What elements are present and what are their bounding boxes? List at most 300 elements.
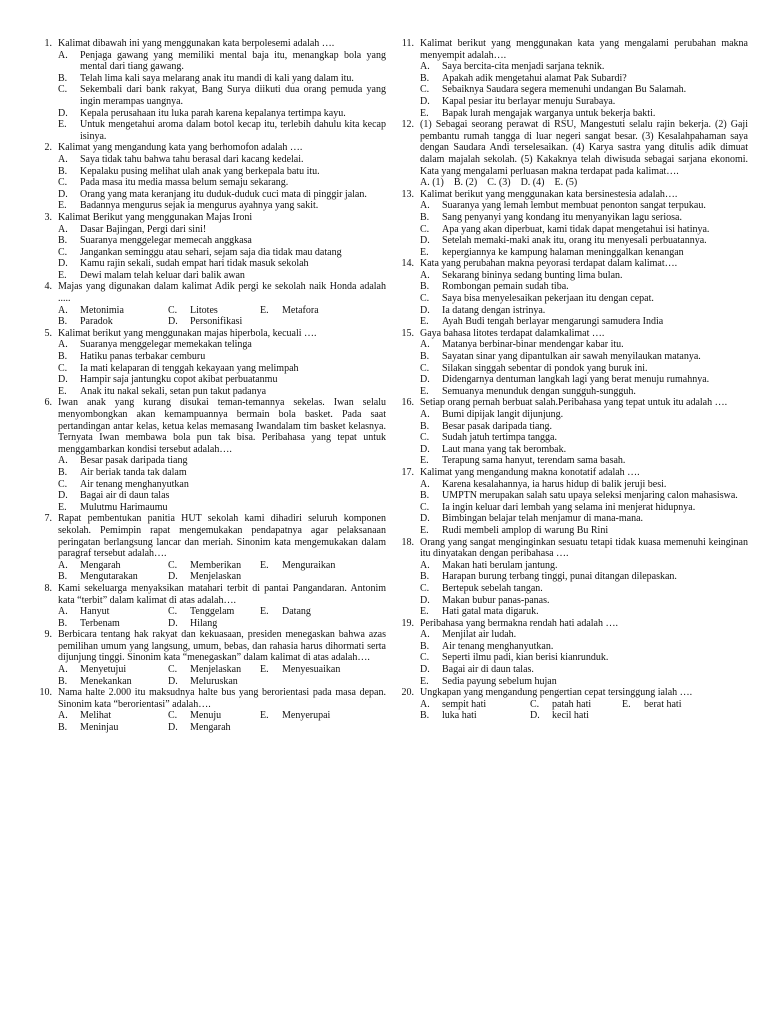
answer-option [420,560,748,572]
question-number: 11. [401,38,414,49]
option-text: Air tenang menghanyutkan. [442,640,554,652]
option-letter: B. [420,351,430,363]
answer-option [260,676,386,688]
option-text: Menyetujui [80,664,127,676]
option-letter: A. [420,200,430,212]
option-text: Tenggelam [190,606,235,618]
option-letter: B. [420,710,430,722]
answer-option [260,571,386,583]
answer-option [420,513,748,525]
answer-option [420,270,748,282]
question-text: Nama halte 2.000 itu maksudnya halte bus yang berorientasi pada masa depan. Sinonim kata “berorientasi” adalah…. [58,687,386,710]
option-text: Mengarah [80,559,121,571]
option-text: Bimbingan belajar telah menjamur di mana-mana. [442,513,644,525]
answer-option [420,502,748,514]
option-text: Bapak lurah mengajak warganya untuk bekerja bakti. [442,107,656,119]
option-row [420,177,748,189]
question-text: Gaya bahasa litotes terdapat dalamkalimat …. [420,327,605,339]
answer-option [420,374,748,386]
option-letter: C. [420,501,430,513]
option-text: Kepalaku pusing melihat ulah anak yang berkepala batu itu. [80,165,320,177]
option-text: Personifikasi [190,316,243,328]
option-letter: C. [420,293,430,305]
option-text: Setelah memaki-maki anak itu, orang itu menyesali perbuatannya. [442,235,707,247]
answer-option [58,108,386,120]
option-letter: D. [420,594,430,606]
option-letter: D. [168,571,178,583]
answer-option [420,699,530,711]
answer-option [420,316,748,328]
question-number: 5. [44,327,52,339]
option-letter: E. [260,304,269,316]
option-text: Menguraikan [282,559,336,571]
option-row [58,676,386,688]
question-item [30,142,386,212]
answer-option [58,339,386,351]
question-item [392,687,748,722]
question-item [392,119,748,189]
option-letter: B. [420,490,430,502]
option-letter: D. [420,95,430,107]
option-text: Hanyut [80,606,110,618]
question-number: 15. [401,327,414,339]
option-text: Terapung sama hanyut, terendam sama basah. [442,455,626,467]
option-text: UMPTN merupakan salah satu upaya seleksi menjaring calon mahasiswa. [442,490,738,502]
answer-option [420,664,748,676]
option-text: Sekarang bininya sedang bunting lima bulan. [442,269,623,281]
option-text: luka hati [442,710,477,722]
option-text: Paradok [80,316,113,328]
option-text: Litotes [190,304,218,316]
option-letter: C. [168,304,178,316]
option-letter: A. [420,478,430,490]
answer-option [58,316,168,328]
question-number: 6. [44,397,52,409]
answer-option: B. (2) [453,177,478,189]
option-list [420,409,748,467]
answer-option [168,606,260,618]
question-number: 3. [44,211,52,223]
option-text: Penjaga gawang yang memiliki mental baja itu, menangkap bola yang mental dari tiang gawang. [80,49,386,73]
option-text: Karena kesalahannya, ia harus hidup di balik jeruji besi. [442,478,667,490]
option-text: Ia ingin keluar dari lembah yang selama ini menjerat hidupnya. [442,501,696,513]
option-letter: E. [260,710,269,722]
question-item [30,328,386,398]
option-text: Jangankan seminggu atau sehari, sejam saja dia tidak mau datang [80,246,342,258]
option-text: Bagai air di daun talas [80,490,170,502]
option-letter: D. [420,664,430,676]
option-text: Silakan singgah sebentar di pondok yang buruk ini. [442,362,648,374]
answer-option [420,629,748,641]
answer-option [420,409,748,421]
option-row [58,305,386,317]
answer-option [58,467,386,479]
question-item [392,537,748,618]
option-text: Ia mati kelaparan di tenggah kekayaan yang melimpah [80,362,299,374]
option-letter: E. [58,119,67,131]
answer-option [420,386,748,398]
option-letter: E. [420,107,429,119]
answer-option [58,166,386,178]
option-text: Menjelaskan [190,571,242,583]
option-text: Seperti ilmu padi, kian berisi kianrunduk. [442,652,609,664]
answer-option [420,281,748,293]
option-row [58,560,386,572]
option-letter: E. [58,501,67,513]
option-letter: B. [58,722,68,734]
option-letter: D. [168,617,178,629]
option-letter: C. [58,84,68,96]
option-list [58,154,386,212]
option-row [58,710,386,722]
answer-option [420,339,748,351]
question-item [30,687,386,733]
option-text: Ayah Budi tengah berlayar mengarungi samudera India [442,316,664,328]
question-number: 10. [39,687,52,699]
question-text: Kalimat yang mengandung makna konotatif adalah …. [420,466,640,478]
option-text: Badannya mengurus sejak ia mengurus ayahnya yang sakit. [80,200,319,212]
answer-option [168,560,260,572]
option-text: Menuju [190,710,222,722]
answer-option [420,84,748,96]
option-text: Pada masa itu media massa belum semaju sekarang. [80,177,289,189]
option-letter: A. [58,664,68,676]
option-text: Rombongan pemain sudah tiba. [442,281,569,293]
option-text: Menjilat air ludah. [442,629,517,641]
option-letter: B. [420,211,430,223]
answer-option [58,270,386,282]
option-text: Orang yang mata keranjang itu duduk-duduk cuci mata di pinggir jalan. [80,188,367,200]
option-text: Hilang [190,617,218,629]
option-letter: A. [58,49,68,61]
question-item [30,397,386,513]
option-letter: B. [58,235,68,247]
option-letter: A. [420,61,430,73]
answer-option [58,618,168,630]
option-text: Menyesuaikan [282,664,341,676]
answer-option [58,84,386,107]
option-letter: B. [420,571,430,583]
answer-option [58,235,386,247]
option-letter: C. [420,582,430,594]
option-text: Menyerupai [282,710,331,722]
answer-option [168,618,260,630]
question-text: (1) Sebagai seorang perawat di RSU, Mangestuti selalu rajin bekerja. (2) Gaji pembantu rumah tangga di luar negeri sangat besar. (3) Kesalahpahaman saya dengan Saudara Andi terselesaikan. (4) Karya sastra yang ditulis adik dimuat dalam majalah sekolah. (5) Kakaknya telah diwisuda sebagai sarjana ekonomi. Kata yang mengalami perluasan makna terdapat pada kalimat…. [420,119,748,177]
option-letter: C. [420,432,430,444]
answer-option [168,316,260,328]
option-letter: D. [58,188,68,200]
option-row [58,606,386,618]
answer-option [58,154,386,166]
option-letter: C. [58,246,68,258]
option-text: kepergiannya ke kampung halaman meninggalkan kenangan [442,246,684,258]
answer-option [420,444,748,456]
option-text: Saya bisa menyelesaikan pekerjaan itu dengan cepat. [442,293,654,305]
answer-option [420,73,748,85]
option-text: Telah lima kali saya melarang anak itu mandi di kali yang dalam itu. [80,72,354,84]
option-letter: E. [420,246,429,258]
option-list [420,629,748,687]
option-letter: B. [420,281,430,293]
option-letter: E. [260,664,269,676]
option-text: Terbenam [80,617,120,629]
option-row [420,699,748,711]
option-letter: E. [420,606,429,618]
option-letter: A. [420,339,430,351]
option-letter: A. [58,153,68,165]
option-letter: D. [58,258,68,270]
answer-option [420,61,748,73]
answer-option [530,710,622,722]
option-text: Memberikan [190,559,242,571]
option-letter: D. [420,304,430,316]
answer-option [168,571,260,583]
answer-option [420,641,748,653]
option-list [58,339,386,397]
answer-option [168,664,260,676]
option-text: Saya tidak tahu bahwa tahu berasal dari kacang kedelai. [80,153,304,165]
answer-option [58,177,386,189]
option-text: Sekembali dari bank rakyat, Bang Surya diikuti dua orang pemuda yang ingin merampas uangnya. [80,84,386,107]
option-letter: C. [420,223,430,235]
answer-option: D. (4) [520,177,545,189]
option-text: Makan bubur panas-panas. [442,594,550,606]
option-letter: C. [168,710,178,722]
option-text: Harapan burung terbang tinggi, punai ditangan dilepaskan. [442,571,677,583]
option-text: Didengarnya dentuman langkah lagi yang berat menuju rumahnya. [442,374,710,386]
left-column [30,38,386,734]
question-number: 9. [44,629,52,641]
question-text: Kami sekeluarga menyaksikan matahari terbit di pantai Pangandaran. Antonim kata “terbit” dalam kalimat di atas adalah…. [58,582,386,606]
answer-option [58,386,386,398]
question-text: Kata yang perubahan makna peyorasi terdapat dalam kalimat…. [420,258,678,270]
question-text: Iwan anak yang kurang disukai teman-temannya sekelas. Iwan selalu menyombongkan akan kemampuannya bermain bola basket. Pada saat pertandingan antar kelas, ketua kelas memasang Iwandalam tim basket kelasnya. Ternyata Iwan membawa bola pun tak bisa. Peribahasa yang tepat untuk menggambarkan kondisi tersebut adalah…. [58,397,386,455]
option-letter: D. [420,513,430,525]
answer-option [420,224,748,236]
answer-option: E. (5) [554,177,578,189]
answer-option [420,490,748,502]
question-item [392,189,748,259]
answer-option [420,305,748,317]
answer-option: A. (1) [420,177,444,189]
option-letter: B. [58,617,68,629]
answer-option [420,525,748,537]
answer-option [622,710,748,722]
option-letter: C. [58,177,68,189]
option-letter: C. [530,698,540,710]
option-letter: A. [420,559,430,571]
option-text: kecil hati [552,710,589,722]
option-text: Mengutarakan [80,571,138,583]
option-text: Apa yang akan diperbuat, kami tidak dapat mengetahui isi hatinya. [442,223,710,235]
option-list [58,455,386,513]
question-item [392,618,748,688]
answer-option [420,235,748,247]
option-text: Metonimia [80,304,124,316]
option-letter: B. [420,420,430,432]
option-text: Mulutmu Harimaumu [80,501,168,513]
option-text: Kepala perusahaan itu luka parah karena kepalanya tertimpa kayu. [80,107,346,119]
answer-option [260,710,386,722]
question-text: Majas yang digunakan dalam kalimat Adik pergi ke sekolah naik Honda adalah ..... [58,281,386,305]
option-text: Mengarah [190,722,231,734]
question-item [392,467,748,537]
option-letter: A. [58,223,68,235]
option-letter: B. [420,640,430,652]
option-letter: A. [420,269,430,281]
answer-option [58,479,386,491]
answer-option [58,258,386,270]
option-letter: C. [58,362,68,374]
answer-option [168,722,260,734]
option-letter: A. [58,304,68,316]
option-list [420,270,748,328]
question-item [30,281,386,327]
answer-option [260,305,386,317]
option-letter: B. [58,72,68,84]
answer-option [260,606,386,618]
option-list [420,479,748,537]
question-text: Kalimat Berikut yang menggunakan Majas Ironi [58,211,253,223]
option-letter: D. [58,374,68,386]
question-text: Orang yang sangat menginginkan sesuatu tetapi tidak kuasa memenuhi keinginan itu dinyatakan dengan peribahasa …. [420,536,748,560]
option-letter: A. [420,629,430,641]
option-list [420,200,748,258]
answer-option [58,374,386,386]
option-letter: B. [58,675,68,687]
option-text: Sedia payung sebelum hujan [442,675,557,687]
answer-option [420,421,748,433]
option-row [58,618,386,630]
answer-option [58,490,386,502]
question-number: 8. [44,582,52,594]
option-letter: C. [168,606,178,618]
option-letter: A. [58,455,68,467]
answer-option [420,200,748,212]
answer-option [420,247,748,259]
option-letter: A. [420,698,430,710]
option-letter: C. [168,664,178,676]
option-list [420,560,748,618]
answer-option [420,710,530,722]
option-letter: E. [622,698,631,710]
answer-option [58,710,168,722]
answer-option [530,699,622,711]
option-text: Sayatan sinar yang dipantulkan air sawah menyilaukan matanya. [442,351,701,363]
answer-option [260,664,386,676]
option-row [58,722,386,734]
answer-option [420,595,748,607]
option-text: sempit hati [442,698,487,710]
option-text: Bumi dipijak langit dijunjung. [442,409,564,420]
question-number: 13. [401,188,414,200]
question-text: Rapat pembentukan panitia HUT sekolah kami dihadiri seluruh komponen sekolah. Pemimpin rapat mengemukakan pendapatnya agar pelaksanaan peringatan berlangsung lancar dan meriah. Sinonim kata mengemukakan dalam paragraf tersebut adalah…. [58,513,386,560]
answer-option [58,189,386,201]
option-text: Rudi membeli amplop di warung Bu Rini [442,524,609,536]
answer-option [58,73,386,85]
option-text: Menekankan [80,675,132,687]
option-letter: E. [260,559,269,571]
answer-option [58,676,168,688]
option-text: Untuk mengetahui aroma dalam botol kecap itu, terlebih dahulu kita kecap isinya. [80,119,386,142]
option-letter: A. [58,606,68,618]
question-number: 17. [401,466,414,478]
answer-option [420,363,748,375]
option-text: Kamu rajin sekali, sudah empat hari tidak masuk sekolah [80,258,309,270]
answer-option [58,247,386,259]
answer-option [420,571,748,583]
question-number: 2. [44,142,52,154]
answer-option [420,583,748,595]
question-item [392,328,748,398]
option-text: Sudah jatuh tertimpa tangga. [442,432,557,444]
option-letter: E. [58,269,67,281]
option-letter: C. [58,478,68,490]
question-text: Berbicara tentang hak rakyat dan kekuasaan, presiden menegaskan bahwa azas pemilihan umum yang langsung, umum, bebas, dan rahasia harus dihormati serta dijunjung tinggi. Sinonim kata “menegaskan” dalam kalimat di atas adalah…. [58,629,386,664]
answer-option [420,479,748,491]
option-text: Dewi malam telah keluar dari balik awan [80,269,245,281]
option-text: Hampir saja jantungku copot akibat perbuatanmu [80,374,278,386]
question-text: Kalimat berikut yang menggunakan majas hiperbola, kecuali …. [58,327,317,339]
question-number: 12. [401,119,414,131]
option-text: berat hati [644,698,682,710]
option-text: Sang penyanyi yang kondang itu menyanyikan lagu seriosa. [442,211,682,223]
question-item [30,513,386,583]
question-number: 7. [44,513,52,525]
option-list [58,50,386,143]
option-text: Suaranya yang lemah lembut membuat penonton sangat terpukau. [442,200,706,212]
answer-option [420,652,748,664]
option-letter: E. [420,524,429,536]
option-text: Suaranya menggelegar memecah anggkasa [80,235,252,247]
answer-option [420,676,748,688]
option-text: Saya bercita-cita menjadi sarjana teknik. [442,61,605,73]
option-text: Meluruskan [190,675,238,687]
option-letter: A. [58,559,68,571]
option-letter: D. [168,316,178,328]
question-number: 20. [401,687,414,699]
option-letter: A. [58,339,68,351]
option-text: Laut mana yang tak berombak. [442,443,567,455]
option-text: Metafora [282,304,319,316]
option-row [58,571,386,583]
answer-option [168,676,260,688]
option-list [58,224,386,282]
answer-option [420,212,748,224]
option-letter: D. [420,235,430,247]
question-item [30,629,386,687]
question-number: 1. [44,38,52,49]
option-letter: E. [260,606,269,618]
option-letter: B. [58,466,68,478]
answer-option [622,699,748,711]
option-letter: A. [420,409,430,420]
question-item [392,397,748,467]
question-item [30,583,386,629]
question-item [392,38,748,119]
option-letter: C. [420,652,430,664]
option-text: Menjelaskan [190,664,242,676]
option-text: Air beriak tanda tak dalam [80,466,187,478]
option-letter: E. [420,316,429,328]
answer-option [260,618,386,630]
question-number: 4. [44,281,52,293]
option-text: Besar pasak daripada tiang. [442,420,552,432]
option-letter: B. [58,316,68,328]
answer-option [420,96,748,108]
option-text: Apakah adik mengetahui alamat Pak Subardi? [442,72,627,84]
answer-option [58,351,386,363]
